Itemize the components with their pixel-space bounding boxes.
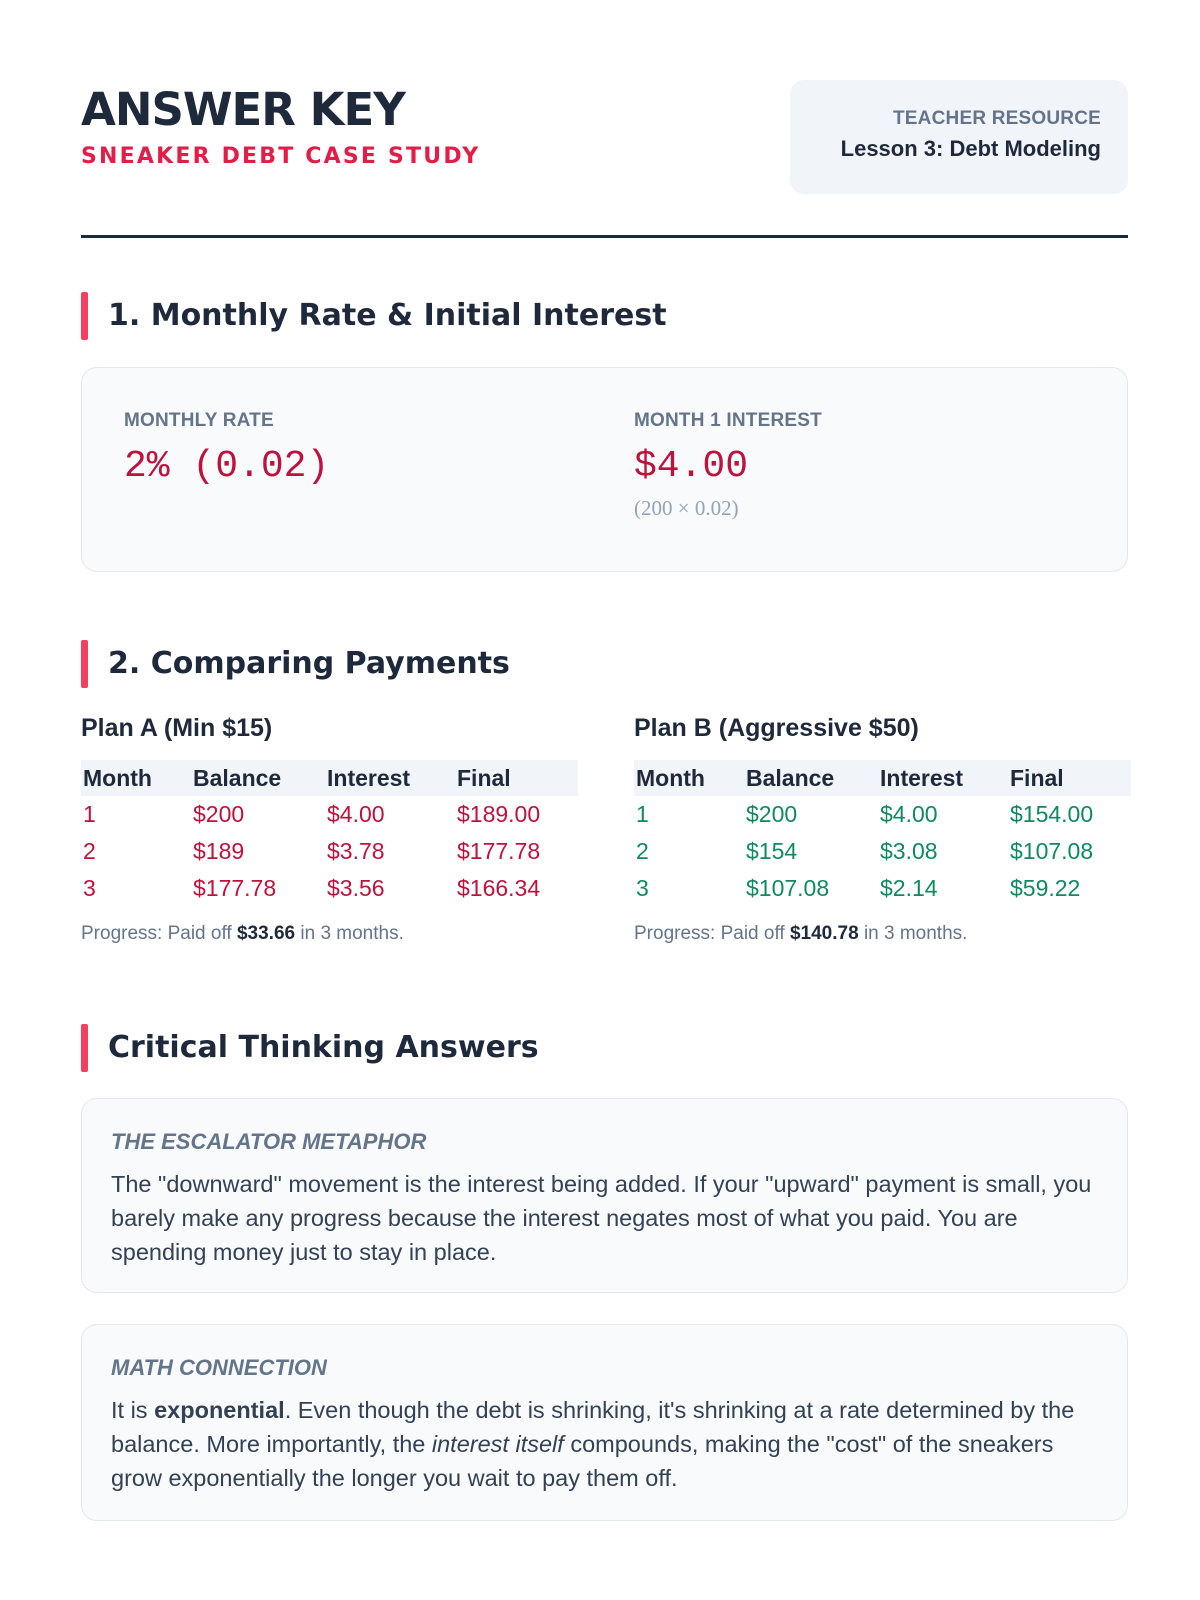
table-cell: $3.56 <box>327 875 385 901</box>
table-row <box>634 796 1131 833</box>
answer-label: THE ESCALATOR METAPHOR <box>111 1129 427 1154</box>
section-accent-bar <box>81 640 88 688</box>
table-cell: $4.00 <box>327 801 385 827</box>
month1-interest-stat <box>634 410 822 521</box>
plan-b <box>634 712 1131 945</box>
table-row <box>81 833 578 870</box>
progress-suffix: in 3 months. <box>863 923 968 944</box>
table-cell: 1 <box>636 801 649 827</box>
section-title: Critical Thinking Answers <box>108 1030 539 1065</box>
table-row <box>81 870 578 907</box>
table-header-row <box>634 760 1131 796</box>
plan-title: Plan A (Min $15) <box>81 714 273 742</box>
table-cell: $107.08 <box>1010 838 1094 864</box>
plan-b-table <box>634 760 1131 907</box>
section-title: 1. Monthly Rate & Initial Interest <box>108 298 667 333</box>
table-cell: $189.00 <box>457 801 541 827</box>
escalator-answer-card <box>81 1098 1128 1293</box>
table-cell: $4.00 <box>880 801 938 827</box>
progress-suffix: in 3 months. <box>300 923 404 944</box>
table-cell: $2.14 <box>880 875 938 901</box>
progress-prefix: Progress: Paid off <box>634 923 785 944</box>
table-cell: $189 <box>193 838 245 864</box>
progress-prefix: Progress: Paid off <box>81 923 232 944</box>
column-header: Final <box>1010 764 1064 791</box>
answer-label: MATH CONNECTION <box>111 1355 327 1380</box>
plan-a-table <box>81 760 578 907</box>
table-cell: 3 <box>83 875 96 901</box>
progress-amount: $33.66 <box>236 923 296 944</box>
header <box>81 80 1128 190</box>
table-cell: $154.00 <box>1010 801 1094 827</box>
table-cell: $177.78 <box>193 875 277 901</box>
table-cell: $107.08 <box>746 875 830 901</box>
plan-b-progress <box>634 923 1131 945</box>
page-title: ANSWER KEY <box>81 83 405 136</box>
answer-emphasis-italic: interest itself <box>431 1431 564 1457</box>
answer-text-part: It is <box>111 1397 148 1423</box>
answer-emphasis-bold: exponential <box>154 1397 285 1423</box>
table-cell: $3.08 <box>880 838 938 864</box>
stat-note: (200 × 0.02) <box>634 496 739 520</box>
table-cell: 2 <box>636 838 649 864</box>
table-cell: 3 <box>636 875 649 901</box>
answer-text-part: compounds, making the "cost" of the sneakers grow exponentially the longer you wait to pay them off. <box>111 1431 1054 1491</box>
table-cell: $177.78 <box>457 838 541 864</box>
stat-label: MONTHLY RATE <box>124 410 274 431</box>
monthly-rate-stat <box>124 410 329 490</box>
table-cell: $200 <box>746 801 798 827</box>
table-row <box>634 833 1131 870</box>
math-connection-card <box>81 1324 1128 1521</box>
answer-text: The "downward" movement is the interest being added. If your "upward" payment is small, you barely make any progress because the interest negates most of what you paid. You are spending money just to stay in place. <box>111 1171 1092 1265</box>
stat-label: MONTH 1 INTEREST <box>634 410 822 431</box>
stat-value: $4.00 <box>634 445 749 488</box>
column-header: Balance <box>193 764 282 791</box>
plan-title: Plan B (Aggressive $50) <box>634 714 919 742</box>
header-divider <box>81 235 1128 238</box>
column-header: Interest <box>880 764 964 791</box>
column-header: Month <box>636 764 705 791</box>
table-cell: $166.34 <box>457 875 541 901</box>
answer-text <box>111 1393 1099 1495</box>
table-cell: 1 <box>83 801 96 827</box>
page-subtitle: SNEAKER DEBT CASE STUDY <box>81 144 481 169</box>
answer-text-part: . Even though the debt is shrinking, it's shrinking at a rate determined by the balance. More importantly, the <box>111 1397 1075 1457</box>
column-header: Final <box>457 764 511 791</box>
lesson-name: Lesson 3: Debt Modeling <box>840 136 1101 161</box>
plan-a-progress <box>81 923 578 945</box>
table-cell: $3.78 <box>327 838 385 864</box>
column-header: Balance <box>746 764 835 791</box>
table-cell: $59.22 <box>1010 875 1081 901</box>
rate-card <box>81 367 1128 572</box>
table-row <box>634 870 1131 907</box>
resource-label: TEACHER RESOURCE <box>893 108 1101 129</box>
section-title: 2. Comparing Payments <box>108 646 510 681</box>
table-row <box>81 796 578 833</box>
section-accent-bar <box>81 1024 88 1072</box>
table-cell: 2 <box>83 838 96 864</box>
table-header-row <box>81 760 578 796</box>
column-header: Month <box>83 764 152 791</box>
column-header: Interest <box>327 764 411 791</box>
plan-a <box>81 712 578 945</box>
teacher-resource-box <box>790 80 1128 194</box>
progress-amount: $140.78 <box>789 923 859 944</box>
section-accent-bar <box>81 292 88 340</box>
table-cell: $200 <box>193 801 245 827</box>
stat-value: 2% (0.02) <box>124 445 330 488</box>
table-cell: $154 <box>746 838 798 864</box>
